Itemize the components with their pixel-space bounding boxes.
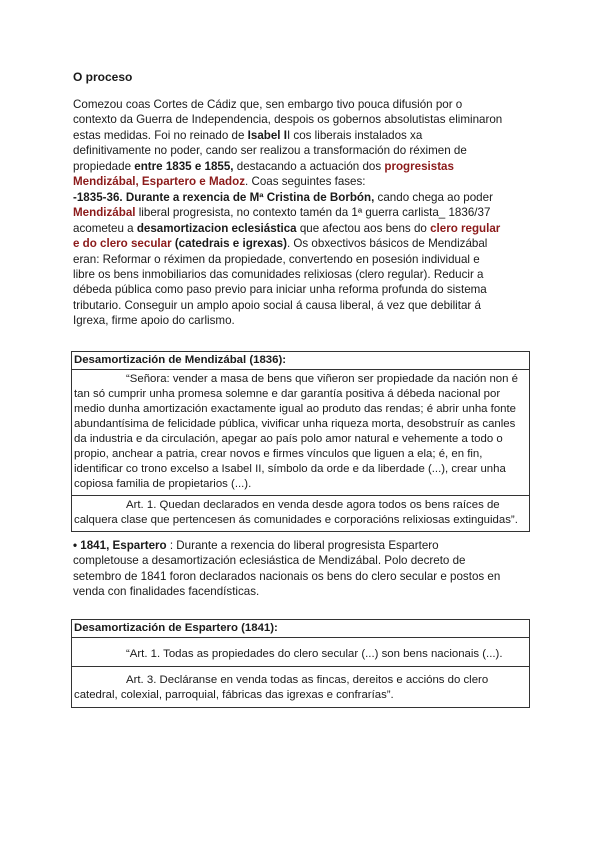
bold-text: desamortizacion eclesiástica <box>136 221 297 235</box>
text: que afectou aos bens do <box>296 221 431 235</box>
quote-text: “Señora: vender a masa de bens que viñeron ser propiedade da nación non é tan só cumprir unha promesa solemne e dar garantía positiva á débeda nacional por medio dunha amortización exactamente igual ao produto das rendas; é abrir unha fonte abundantísima de felicidade pública, vivificar unha riqueza morta, desobstruír as canles da industria e da circulación, apegar ao país polo amor natural e vehemente a todo o propio, anchear a patria, crear novos e firmes vínculos que liguen a ela; é, en fin, identificar co trono excelso a Isabel II, símbolo da orde e da liberdade (...), crear unha copiosa familia de propietarios (...). <box>74 373 518 490</box>
espartero-quote-table <box>71 619 530 708</box>
mendizabal-paragraph <box>73 190 503 329</box>
table-title: Desamortización de Espartero (1841): <box>74 622 278 634</box>
mendizabal-quote-table <box>71 351 530 532</box>
text: : Durante a rexencia do liberal progresista Espartero completouse a desamortización eclesiástica de Mendizábal. Polo decreto de setembro de 1841 foron declarados nacionais os bens do clero secular e postos en venda con finalidades facendísticas. <box>73 539 501 599</box>
espartero-paragraph <box>73 538 503 600</box>
text: liberal progresista, no contexto tamén da 1ª guerra carlista_ 1836/37 acometeu a <box>73 206 491 235</box>
intro-paragraph <box>73 97 503 189</box>
quote-text: Art. 3. Decláranse en venda todas as fincas, dereitos e accións do clero catedral, colexial, parroquial, fábricas das igrexas e confrarías”. <box>74 674 489 701</box>
bold-text: entre 1835 e 1855, <box>134 159 234 173</box>
highlight-text: Mendizábal <box>73 206 136 220</box>
quote-row <box>72 637 529 666</box>
quote-row <box>72 495 529 531</box>
text: I cos liberais instalados xa definitivamente no poder, cando ser realizou a transformación do réximen de propiedade <box>73 128 467 173</box>
text: . Os obxectivos básicos de Mendizábal eran: Reformar o réximen da propiedade, convertendo en posesión individual e libre os bens inmobiliarios das comunidades relixiosas (clero regular). Reducir a débeda pública como paso previo para iniciar unha reforma profunda do sistema tributario. Conseguir un amplo apoio social á causa liberal, á vez que debilitar á Igrexa, firme apoio do carlismo. <box>73 237 488 328</box>
text: cando chega ao poder <box>374 191 493 204</box>
bold-text: (catedrais e igrexas) <box>171 237 287 251</box>
text: destacando a actuación dos <box>233 159 385 173</box>
bold-text: -1835-36. Durante a rexencia de Mª Cristina de Borbón, <box>73 191 375 204</box>
quote-row <box>72 369 529 495</box>
quote-text: Art. 1. Quedan declarados en venda desde agora todos os bens raíces de calquera clase que pertencesen ás comunidades e corporacións relixiosas extinguidas”. <box>74 499 518 526</box>
text: Comezou coas Cortes de Cádiz que, sen embargo tivo pouca difusión por o contexto da Guerra de Independencia, despois os gobernos absolutistas eliminaron estas medidas. Foi no reinado de <box>73 98 503 142</box>
highlight-text: progresistas Mendizábal, Espartero e Madoz <box>73 159 454 189</box>
bold-text: • 1841, Espartero <box>73 539 167 552</box>
quote-row <box>72 666 529 707</box>
text: . Coas seguintes fases: <box>245 175 366 189</box>
quote-text: “Art. 1. Todas as propiedades do clero secular (...) son bens nacionais (...). <box>126 648 503 660</box>
section-heading: O proceso <box>73 70 133 84</box>
highlight-text: clero regular e do clero secular <box>73 221 501 251</box>
bold-text: Isabel I <box>247 128 287 142</box>
table-title: Desamortización de Mendizábal (1836): <box>74 354 287 366</box>
